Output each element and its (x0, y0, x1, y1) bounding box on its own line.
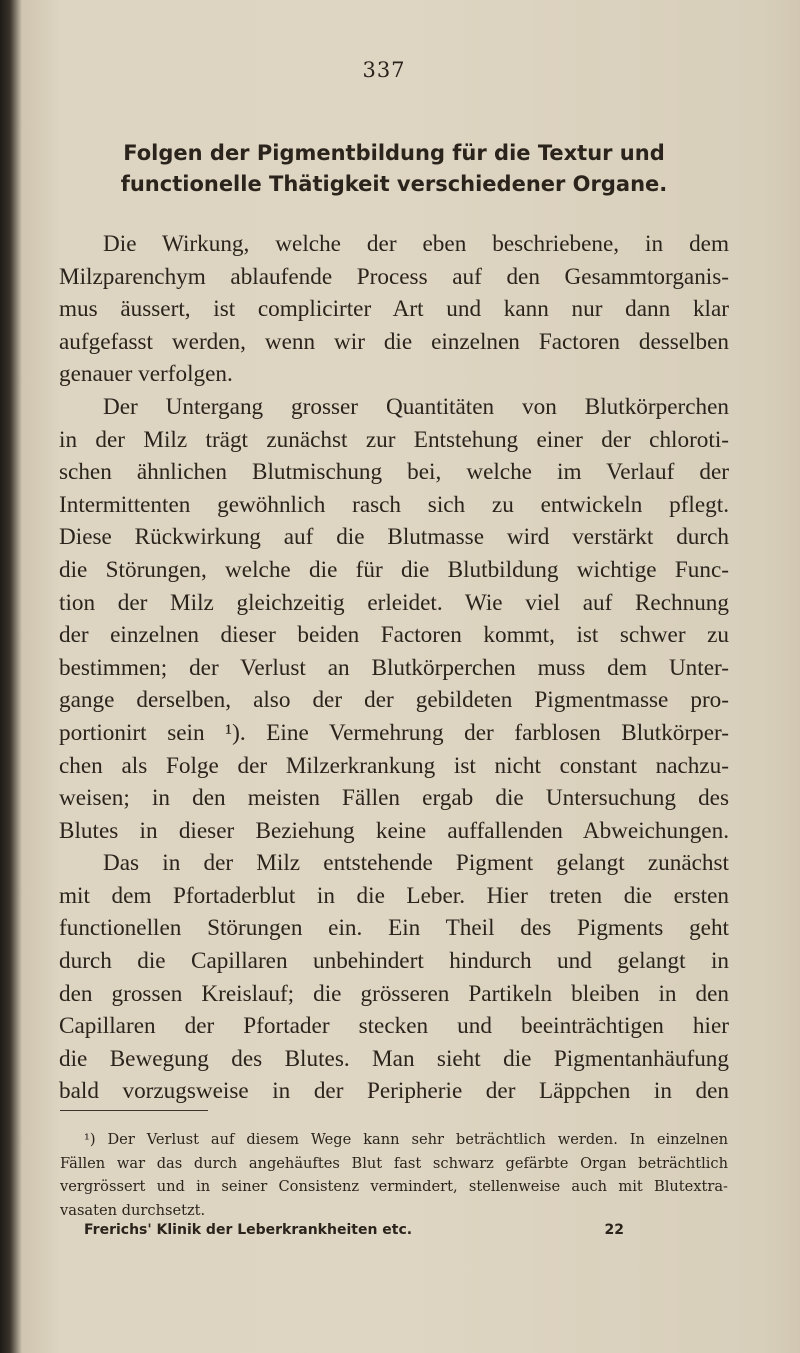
text-line: gange derselben, also der der gebildeten Pigmentmasse pro- (59, 687, 729, 714)
footnote-divider (60, 1110, 208, 1111)
text-line: tion der Milz gleichzeitig erleidet. Wie viel auf Rechnung (59, 589, 729, 616)
text-line: die Bewegung des Blutes. Man sieht die Pigmentanhäufung (59, 1045, 729, 1072)
text-line: Blutes in dieser Beziehung keine auffallenden Abweichungen. (59, 817, 729, 844)
text-line: Die Wirkung, welche der eben beschriebene, in dem (103, 231, 729, 257)
footnote (60, 1128, 728, 1222)
text-line: genauer verfolgen. (59, 361, 233, 388)
text-line: functionellen Störungen ein. Ein Theil des Pigments geht (59, 915, 729, 942)
text-line: den grossen Kreislauf; die grösseren Partikeln bleiben in den (59, 980, 729, 1007)
text-line: mit dem Pfortaderblut in die Leber. Hier treten die ersten (59, 882, 729, 909)
footnote-line: vergrössert und in seiner Consistenz vermindert, stellenweise auch mit Blutextra- (60, 1178, 728, 1195)
footnote-line: ¹) Der Verlust auf diesem Wege kann sehr beträchtlich werden. In einzelnen (84, 1131, 728, 1148)
text-line: Intermittenten gewöhnlich rasch sich zu entwickeln pflegt. (59, 491, 729, 518)
text-line: Capillaren der Pfortader stecken und beeinträchtigen hier (59, 1013, 729, 1040)
section-heading (60, 138, 728, 200)
sheet-number: 22 (604, 1222, 624, 1238)
text-line: aufgefasst werden, wenn wir die einzelnen Factoren desselben (59, 328, 729, 355)
text-line: die Störungen, welche die für die Blutbildung wichtige Func- (59, 556, 729, 583)
heading-line-2: functionelle Thätigkeit verschiedener Organe. (120, 172, 668, 196)
text-line: Das in der Milz entstehende Pigment gelangt zunächst (103, 850, 729, 877)
text-line: Milzparenchym ablaufende Process auf den Gesammtorganis- (59, 263, 729, 290)
text-line: der einzelnen dieser beiden Factoren kommt, ist schwer zu (59, 622, 729, 649)
text-line: durch die Capillaren unbehindert hindurch und gelangt in (59, 948, 729, 975)
text-line: Diese Rückwirkung auf die Blutmasse wird verstärkt durch (59, 524, 729, 551)
text-line: bald vorzugsweise in der Peripherie der Läppchen in den (59, 1078, 729, 1105)
signature-text: Frerichs' Klinik der Leberkrankheiten etc. (84, 1222, 413, 1238)
text-line: weisen; in den meisten Fällen ergab die Untersuchung des (59, 785, 729, 812)
text-line: chen als Folge der Milzerkrankung ist nicht constant nachzu- (59, 752, 729, 779)
signature-line (84, 1222, 624, 1238)
text-line: in der Milz trägt zunächst zur Entstehung einer der chloroti- (59, 426, 729, 453)
body-text (59, 228, 729, 1108)
page-number: 337 (362, 58, 406, 82)
text-line: bestimmen; der Verlust an Blutkörperchen muss dem Unter- (59, 654, 729, 681)
footnote-line: Fällen war das durch angehäuftes Blut fast schwarz gefärbte Organ beträchtlich (60, 1154, 728, 1172)
text-line: schen ähnlichen Blutmischung bei, welche im Verlauf der (59, 459, 729, 486)
text-line: portionirt sein ¹). Eine Vermehrung der farblosen Blutkörper- (59, 719, 729, 746)
heading-line-1: Folgen der Pigmentbildung für die Textur und (123, 141, 665, 165)
text-line: mus äussert, ist complicirter Art und kann nur dann klar (59, 296, 729, 323)
text-line: Der Untergang grosser Quantitäten von Blutkörperchen (103, 393, 729, 420)
footnote-line: vasaten durchsetzt. (60, 1201, 206, 1219)
